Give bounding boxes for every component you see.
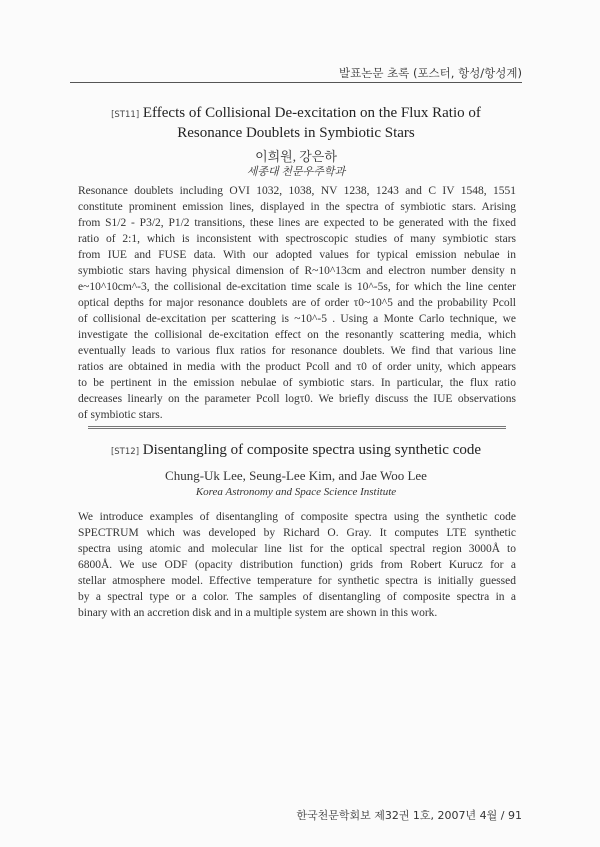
paper1-abstract-line: ratio of 2:1, which is inconsistent with spectroscopic studies of many symbiotic stars (78, 233, 516, 245)
paper1-tag: [ST11] (111, 110, 140, 120)
section-divider (88, 426, 506, 429)
paper1-abstract-line: eventually leads to various flux ratios for resonance doublets. We find that various line (78, 345, 516, 357)
paper1-title (70, 104, 522, 142)
paper2-abstract-line: SPECTRUM which was developed by Richard O. Gray. It computes LTE synthetic (78, 527, 516, 539)
paper2-title (70, 441, 522, 461)
paper2-title-text: Disentangling of composite spectra using synthetic code (142, 442, 482, 458)
paper1-abstract-line: optical depths for major resonance doublets are of order τ0~10^5 and the probability Pcoll (78, 297, 516, 309)
paper1-abstract-line: decreases linearly on the parameter Pcoll logτ0. We briefly discuss the IUE observations (78, 393, 516, 405)
paper2-abstract-line: by a spectral type or a color. The samples of disentangling of composite spectra in a (78, 591, 516, 603)
paper2-abstract-line: stellar atmosphere model. Effective temperature for synthetic spectra is initially guessed (78, 575, 516, 587)
paper1-affiliation: 세종대 천문우주학과 (246, 166, 346, 178)
paper2-abstract-line: binary with an accretion disk and in a multiple system are shown in this work. (78, 607, 438, 619)
paper2-abstract-line: spectra using atomic and molecular line list for the optical spectral region 3000Å to (78, 543, 516, 555)
paper2-affiliation: Korea Astronomy and Space Science Institute (195, 486, 397, 498)
paper1-abstract-line: ratios are obtained in media with the product Pcoll and τ0 of order unity, which appears (78, 361, 516, 373)
paper1-abstract-line: of collisional de-excitation per scattering is ~10^-5 . Using a Monte Carlo technique, we (78, 313, 516, 325)
paper1-abstract-line: symbiotic stars having physical dimension of R~10^13cm and electron number density n (78, 265, 516, 277)
paper2-abstract-line: We introduce examples of disentangling of composite spectra using the synthetic code (78, 511, 516, 523)
paper1-title-line2: Resonance Doublets in Symbiotic Stars (177, 125, 415, 141)
paper1-abstract-line: e~10^10cm^-3, the collisional de-excitation time scale is 10^-5s, for which the line center (78, 281, 516, 293)
paper2-authors: Chung-Uk Lee, Seung-Lee Kim, and Jae Woo Lee (165, 468, 427, 483)
header-rule (70, 82, 522, 83)
paper2-tag: [ST12] (110, 447, 140, 457)
paper2-abstract (78, 509, 516, 621)
paper1-abstract-line: from S1/2 - P3/2, P1/2 transitions, these lines are expected to be generated with the fixed (78, 217, 516, 229)
paper1-abstract (78, 183, 516, 423)
paper1-abstract-line: from IUE and FUSE data. With our adopted values for typical emission nebulae in (78, 249, 516, 261)
footer-citation: 한국천문학회보 제32권 1호, 2007년 4월 / 91 (296, 809, 522, 822)
paper1-abstract-line: of symbiotic stars. (78, 409, 163, 421)
paper1-abstract-line: investigate the collisional de-excitation effect on the resonantly scattering media, which (78, 329, 516, 341)
paper1-title-line1: Effects of Collisional De-excitation on the Flux Ratio of (142, 105, 481, 121)
section-header: 발표논문 초록 (포스터, 항성/항성계) (339, 66, 522, 80)
paper1-authors: 이희원, 강은하 (255, 149, 337, 164)
paper1-abstract-line: Resonance doublets including OVI 1032, 1038, NV 1238, 1243 and C IV 1548, 1551 (78, 185, 516, 197)
paper1-abstract-line: to be pertinent in the emission nebulae of symbiotic stars. In particular, the flux ratio (78, 377, 516, 389)
paper2-abstract-line: 6800Å. We use ODF (opacity distribution function) grids from Robert Kurucz for a (78, 559, 516, 571)
paper1-abstract-line: constitute prominent emission lines, displayed in the spectra of symbiotic stars. Arising (78, 201, 516, 213)
